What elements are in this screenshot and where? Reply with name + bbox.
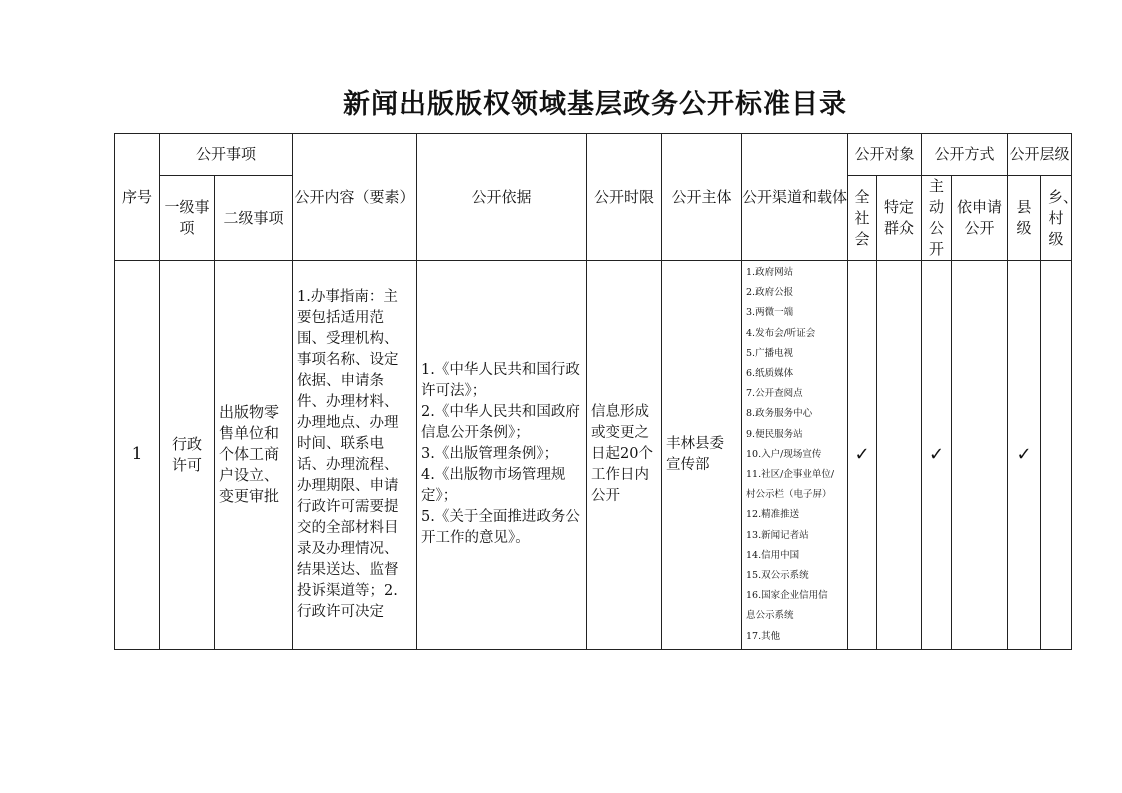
row-content: 1.办事指南：主要包括适用范围、受理机构、事项名称、设定依据、申请条件、办理材料、办理地点、办理时间、联系电话、办理流程、办理期限、申请行政许可需要提交的全部材料目录及办理情况、结果送达、监督投诉渠道等；2.行政许可决定 bbox=[293, 261, 417, 650]
row-time-limit: 信息形成或变更之日起20个工作日内公开 bbox=[587, 261, 662, 650]
header-level2: 二级事项 bbox=[215, 176, 293, 261]
channel-item: 6.纸质媒体 bbox=[746, 368, 794, 380]
channel-item: 5.广播电视 bbox=[746, 347, 794, 359]
check-method-apply bbox=[952, 261, 1008, 650]
row-level1: 行政许可 bbox=[160, 261, 215, 650]
channel-item: 1.政府网站 bbox=[746, 267, 794, 278]
row-level2: 出版物零售单位和个体工商户设立、变更审批 bbox=[215, 261, 293, 650]
channel-item: 15.双公示系统 bbox=[746, 570, 809, 582]
header-seq: 序号 bbox=[115, 134, 160, 261]
basis-item: 2.《中华人民共和国政府信息公开条例》； bbox=[421, 404, 580, 442]
channel-item: 13.新闻记者站 bbox=[746, 529, 809, 541]
channel-item: 村公示栏（电子屏） bbox=[746, 489, 832, 501]
basis-item: 1.《中华人民共和国行政许可法》； bbox=[421, 362, 580, 400]
check-method-active: ✓ bbox=[922, 261, 952, 650]
header-basis: 公开依据 bbox=[417, 134, 587, 261]
channel-item: 16.国家企业信用信 bbox=[746, 590, 828, 602]
channel-item: 9.便民服务站 bbox=[746, 428, 803, 440]
channel-item: 4.发布会/听证会 bbox=[746, 327, 816, 339]
header-content: 公开内容（要素） bbox=[293, 134, 417, 261]
channel-item: 10.入户/现场宣传 bbox=[746, 448, 822, 460]
channel-item: 17.其他 bbox=[746, 630, 781, 642]
channel-item: 7.公开查阅点 bbox=[746, 388, 803, 400]
basis-item: 4.《出版物市场管理规定》； bbox=[421, 467, 566, 505]
header-level-village-cell bbox=[1041, 176, 1079, 261]
header-method-active: 主动公开 bbox=[929, 177, 945, 258]
header-time-limit: 公开时限 bbox=[587, 134, 662, 261]
header-channel: 公开渠道和载体 bbox=[742, 134, 848, 261]
channel-item: 3.两微一端 bbox=[746, 307, 794, 319]
header-target-all: 全社会 bbox=[854, 187, 870, 248]
header-matters: 公开事项 bbox=[160, 134, 293, 176]
channel-item: 12.精准推送 bbox=[746, 509, 800, 521]
header-method-active-cell bbox=[922, 176, 952, 261]
header-target-specific: 特定群众 bbox=[877, 176, 922, 261]
header-method: 公开方式 bbox=[922, 134, 1008, 176]
basis-item: 5.《关于全面推进政务公开工作的意见》。 bbox=[421, 509, 580, 547]
check-level-village bbox=[1041, 261, 1072, 650]
channel-item: 2.政府公报 bbox=[746, 287, 794, 299]
header-target-all-cell bbox=[848, 176, 877, 261]
basis-item: 3.《出版管理条例》； bbox=[421, 446, 559, 463]
row-seq: 1 bbox=[115, 261, 160, 650]
header-level-county: 县级 bbox=[1016, 198, 1032, 237]
channel-item: 11.社区/企事业单位/ bbox=[746, 469, 835, 481]
header-level1: 一级事项 bbox=[160, 176, 215, 261]
header-level-county-cell bbox=[1008, 176, 1041, 261]
check-level-county: ✓ bbox=[1008, 261, 1041, 650]
check-target-specific bbox=[877, 261, 922, 650]
header-method-apply: 依申请公开 bbox=[952, 176, 1008, 261]
header-target: 公开对象 bbox=[848, 134, 922, 176]
table-row bbox=[115, 261, 1072, 650]
check-target-all: ✓ bbox=[848, 261, 877, 650]
row-channels bbox=[742, 261, 848, 650]
header-level-village: 乡、村级 bbox=[1048, 187, 1079, 248]
catalog-table bbox=[114, 133, 1079, 650]
page-title: 新闻出版版权领域基层政务公开标准目录 bbox=[343, 89, 847, 120]
channel-item: 8.政务服务中心 bbox=[746, 408, 813, 420]
row-subject: 丰林县委宣传部 bbox=[662, 261, 742, 650]
channel-item: 14.信用中国 bbox=[746, 549, 800, 561]
row-basis bbox=[417, 261, 587, 650]
channel-item: 息公示系统 bbox=[746, 610, 794, 622]
header-level: 公开层级 bbox=[1008, 134, 1072, 176]
header-subject: 公开主体 bbox=[662, 134, 742, 261]
